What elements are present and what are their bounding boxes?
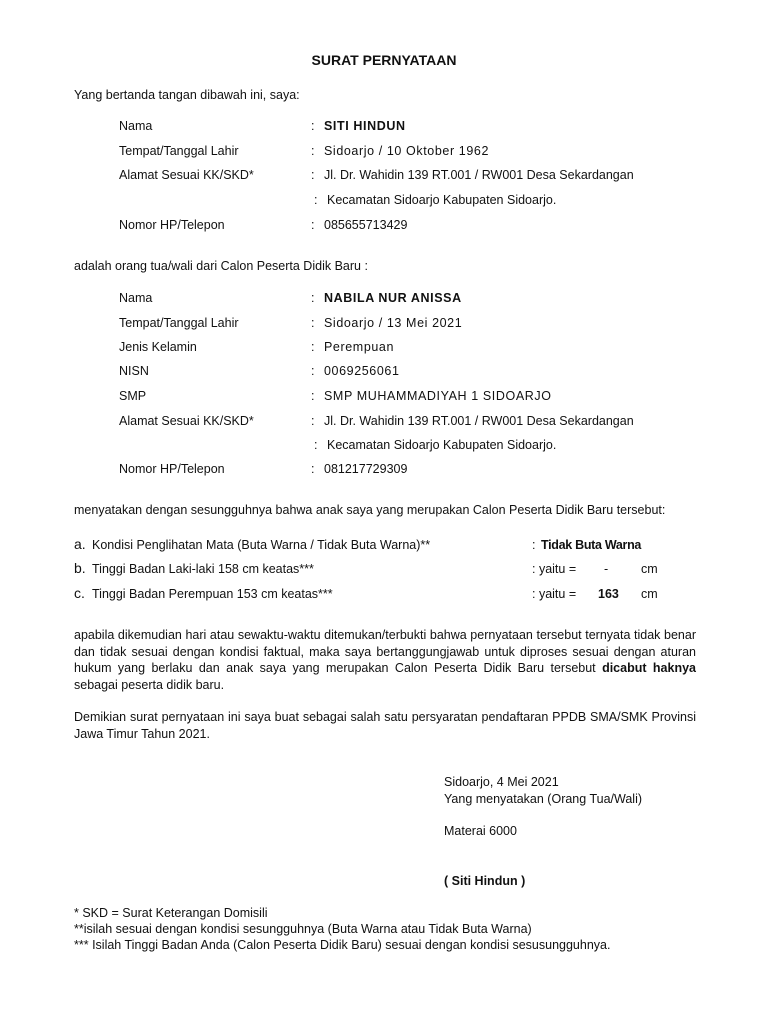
colon: : [314,438,318,452]
statement-text: menyatakan dengan sesungguhnya bahwa anak saya yang merupakan Calon Peserta Didik Baru tersebut: [74,503,666,517]
parent-address-line-2: Kecamatan Sidoarjo Kabupaten Sidoarjo. [327,193,557,207]
footnote-1: * SKD = Surat Keterangan Domisili [74,906,268,920]
closing-paragraph: Demikian surat pernyataan ini saya buat sebagai salah satu persyaratan pendaftaran PPDB SMA/SMK Provinsi Jawa Timur Tahun 2021. [74,710,696,741]
consequence-text: apabila dikemudian hari atau sewaktu-waktu ditemukan/terbukti bahwa pernyataan tersebut ternyata tidak benar dan tidak sesuai dengan kondisi faktual, maka saya bertanggungjawab untuk diproses sesuai dengan aturan hukum yang berlaku dan anak saya yang merupakan Calon Peserta Didik Baru tersebut [74,628,696,675]
condition-c-text: Tinggi Badan Perempuan 153 cm keatas*** [92,587,333,601]
stamp-duty: Materai 6000 [444,824,517,838]
parent-ttl-label: Tempat/Tanggal Lahir [119,144,239,158]
condition-a-text: Kondisi Penglihatan Mata (Buta Warna / Tidak Buta Warna)** [92,538,431,552]
condition-b-unit: cm [641,562,658,576]
colon: : [311,316,315,330]
colon: : [311,119,315,133]
place-date: Sidoarjo, 4 Mei 2021 [444,775,559,789]
student-phone-label: Nomor HP/Telepon [119,462,225,476]
parent-phone-label: Nomor HP/Telepon [119,218,225,232]
student-phone-value: 081217729309 [324,462,408,476]
signer-name: ( Siti Hindun ) [444,874,526,888]
condition-a-letter: a. [74,536,86,552]
consequence-bold: dicabut haknya [602,661,696,675]
condition-b-value: - [604,562,609,576]
student-nisn-value: 0069256061 [324,364,400,378]
condition-c-unit: cm [641,587,658,601]
colon: : [311,389,315,403]
condition-c-prefix: : yaitu = [532,587,577,601]
student-name-label: Nama [119,291,153,305]
student-address-line-1: Jl. Dr. Wahidin 139 RT.001 / RW001 Desa Sekardangan [324,414,634,428]
student-address-label: Alamat Sesuai KK/SKD* [119,414,254,428]
student-school-value: SMP MUHAMMADIYAH 1 SIDOARJO [324,389,552,403]
parent-address-label: Alamat Sesuai KK/SKD* [119,168,254,182]
student-nisn-label: NISN [119,364,149,378]
intro-text: Yang bertanda tangan dibawah ini, saya: [74,88,300,102]
colon: : [311,364,315,378]
footnote-3: *** Isilah Tinggi Badan Anda (Calon Peserta Didik Baru) sesuai dengan kondisi sesusungguhnya. [74,938,611,952]
footnote-2: **isilah sesuai dengan kondisi sesungguhnya (Buta Warna atau Tidak Buta Warna) [74,922,532,936]
consequence-end: sebagai peserta didik baru. [74,677,225,692]
parent-name-label: Nama [119,119,153,133]
condition-a-colon: : [532,538,536,552]
student-ttl-value: Sidoarjo / 13 Mei 2021 [324,316,463,330]
parent-name-value: SITI HINDUN [324,119,406,133]
condition-b-prefix: : yaitu = [532,562,577,576]
colon: : [311,144,315,158]
parent-address-line-1: Jl. Dr. Wahidin 139 RT.001 / RW001 Desa Sekardangan [324,168,634,182]
student-gender-value: Perempuan [324,340,395,354]
colon: : [311,340,315,354]
colon: : [311,414,315,428]
colon: : [314,193,318,207]
consequence-paragraph [74,627,696,693]
signer-role: Yang menyatakan (Orang Tua/Wali) [444,792,643,806]
page-title: SURAT PERNYATAAN [311,52,457,68]
colon: : [311,291,315,305]
colon: : [311,462,315,476]
condition-b-text: Tinggi Badan Laki-laki 158 cm keatas*** [92,562,314,576]
student-name-value: NABILA NUR ANISSA [324,291,462,305]
student-school-label: SMP [119,389,147,403]
parent-phone-value: 085655713429 [324,218,408,232]
parent-ttl-value: Sidoarjo / 10 Oktober 1962 [324,144,490,158]
condition-c-letter: c. [74,585,85,601]
colon: : [311,168,315,182]
student-address-line-2: Kecamatan Sidoarjo Kabupaten Sidoarjo. [327,438,557,452]
student-ttl-label: Tempat/Tanggal Lahir [119,316,239,330]
intro2-text: adalah orang tua/wali dari Calon Peserta Didik Baru : [74,259,368,273]
condition-c-value: 163 [598,587,619,601]
condition-b-letter: b. [74,560,86,576]
student-gender-label: Jenis Kelamin [119,340,197,354]
condition-a-value: Tidak Buta Warna [541,538,642,552]
colon: : [311,218,315,232]
